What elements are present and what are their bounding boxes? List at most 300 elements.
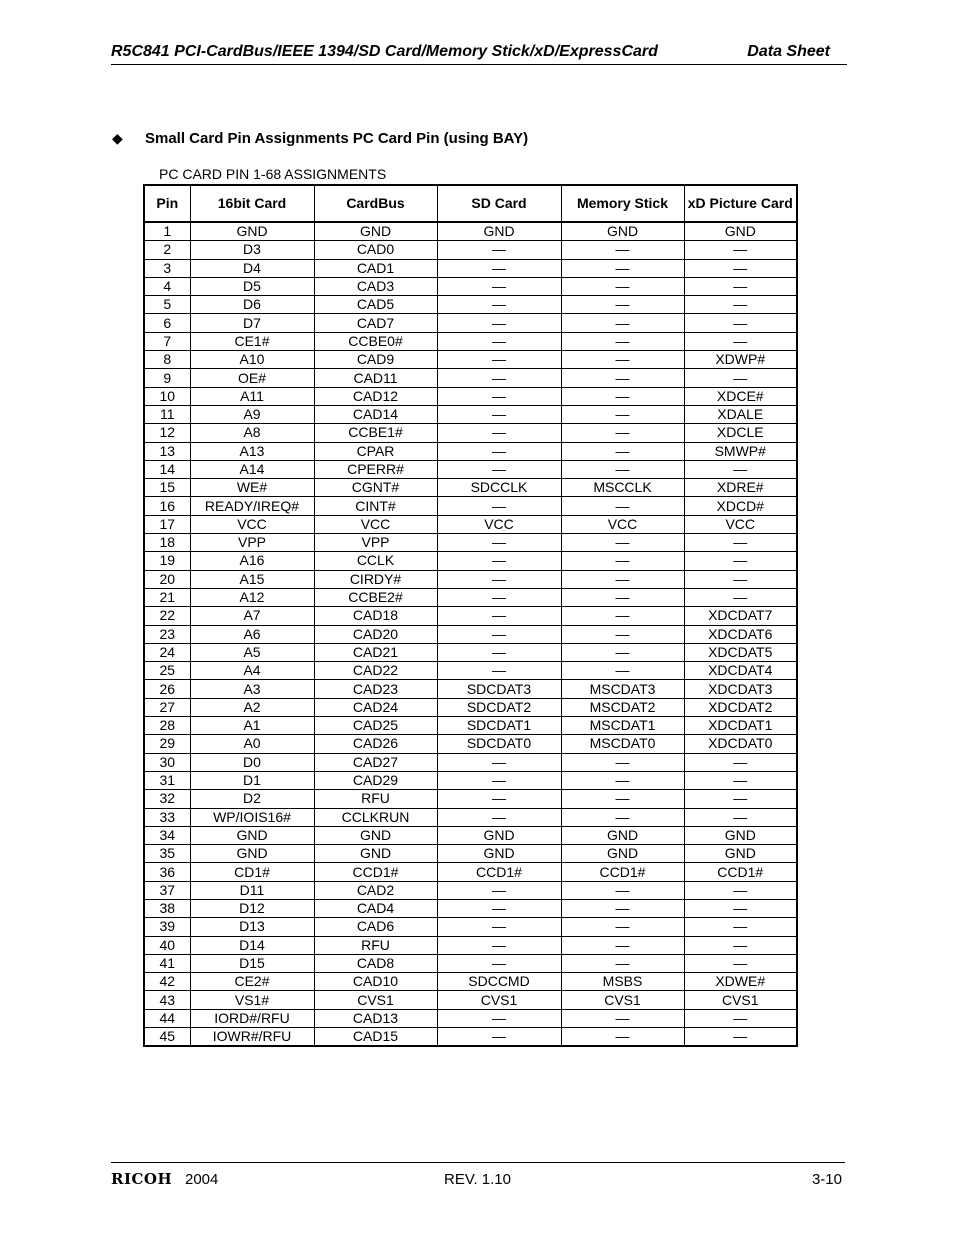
pin-assignment-table — [143, 184, 798, 1047]
table-cell: — — [561, 296, 684, 314]
table-cell: RFU — [314, 790, 437, 808]
table-cell: — — [437, 936, 561, 954]
table-row — [144, 552, 797, 570]
table-cell: — — [684, 241, 797, 259]
table-cell: GND — [561, 845, 684, 863]
table-cell: CPERR# — [314, 460, 437, 478]
table-cell: SMWP# — [684, 442, 797, 460]
table-cell: A11 — [190, 387, 314, 405]
table-cell: A5 — [190, 643, 314, 661]
table-cell: — — [561, 954, 684, 972]
table-row — [144, 296, 797, 314]
table-row — [144, 899, 797, 917]
table-cell: — — [437, 570, 561, 588]
table-cell: — — [561, 808, 684, 826]
table-cell: XDCDAT3 — [684, 680, 797, 698]
table-row — [144, 1009, 797, 1027]
table-cell: D14 — [190, 936, 314, 954]
table-cell: CIRDY# — [314, 570, 437, 588]
page-header — [111, 43, 847, 65]
table-cell: OE# — [190, 369, 314, 387]
table-cell: CVS1 — [437, 991, 561, 1009]
table-cell: A7 — [190, 607, 314, 625]
table-cell: 29 — [144, 735, 190, 753]
table-row — [144, 771, 797, 789]
table-cell: GND — [684, 222, 797, 241]
table-cell: XDRE# — [684, 479, 797, 497]
column-header-xd-picture-card: xD Picture Card — [684, 185, 797, 222]
table-cell: WP/IOIS16# — [190, 808, 314, 826]
table-cell: CCD1# — [314, 863, 437, 881]
table-cell: 22 — [144, 607, 190, 625]
table-cell: GND — [314, 222, 437, 241]
table-cell: D11 — [190, 881, 314, 899]
table-body — [144, 222, 797, 1046]
document-title: R5C841 PCI-CardBus/IEEE 1394/SD Card/Memory Stick/xD/ExpressCard — [111, 43, 658, 60]
table-cell: — — [561, 424, 684, 442]
table-cell: — — [684, 771, 797, 789]
table-cell: — — [561, 387, 684, 405]
table-cell: MSCDAT3 — [561, 680, 684, 698]
table-cell: CAD13 — [314, 1009, 437, 1027]
table-cell: CCBE0# — [314, 332, 437, 350]
table-row — [144, 387, 797, 405]
table-cell: — — [684, 881, 797, 899]
table-cell: CPAR — [314, 442, 437, 460]
table-cell: GND — [684, 845, 797, 863]
table-cell: D0 — [190, 753, 314, 771]
table-cell: GND — [437, 826, 561, 844]
table-cell: CCD1# — [437, 863, 561, 881]
table-cell: A12 — [190, 588, 314, 606]
table-cell: D3 — [190, 241, 314, 259]
table-cell: 6 — [144, 314, 190, 332]
table-cell: A3 — [190, 680, 314, 698]
table-cell: 17 — [144, 515, 190, 533]
table-cell: GND — [314, 826, 437, 844]
table-row — [144, 918, 797, 936]
table-cell: CAD20 — [314, 625, 437, 643]
table-cell: A4 — [190, 662, 314, 680]
table-cell: VCC — [437, 515, 561, 533]
table-cell: — — [684, 314, 797, 332]
table-cell: 32 — [144, 790, 190, 808]
table-cell: D6 — [190, 296, 314, 314]
table-cell: — — [437, 387, 561, 405]
table-row — [144, 790, 797, 808]
column-header-sd-card: SD Card — [437, 185, 561, 222]
table-cell: WE# — [190, 479, 314, 497]
table-row — [144, 534, 797, 552]
table-cell: — — [437, 497, 561, 515]
table-cell: — — [561, 259, 684, 277]
column-header-16bit-card: 16bit Card — [190, 185, 314, 222]
table-cell: GND — [437, 222, 561, 241]
table-cell: D1 — [190, 771, 314, 789]
table-cell: — — [561, 570, 684, 588]
table-cell: CAD3 — [314, 277, 437, 295]
table-cell: CVS1 — [684, 991, 797, 1009]
table-row — [144, 954, 797, 972]
table-row — [144, 314, 797, 332]
table-cell: CAD5 — [314, 296, 437, 314]
table-cell: READY/IREQ# — [190, 497, 314, 515]
table-row — [144, 460, 797, 478]
table-cell: — — [561, 662, 684, 680]
table-cell: — — [684, 808, 797, 826]
table-row — [144, 479, 797, 497]
table-cell: 21 — [144, 588, 190, 606]
table-cell: CCLKRUN — [314, 808, 437, 826]
table-cell: XDWP# — [684, 351, 797, 369]
table-cell: — — [561, 918, 684, 936]
table-cell: D13 — [190, 918, 314, 936]
table-cell: CE2# — [190, 973, 314, 991]
table-row — [144, 424, 797, 442]
table-cell: — — [437, 277, 561, 295]
table-cell: CCD1# — [561, 863, 684, 881]
table-cell: 35 — [144, 845, 190, 863]
table-cell: — — [684, 588, 797, 606]
table-cell: SDCDAT1 — [437, 717, 561, 735]
table-cell: — — [684, 936, 797, 954]
table-cell: A6 — [190, 625, 314, 643]
table-cell: SDCCMD — [437, 973, 561, 991]
table-cell: CAD14 — [314, 405, 437, 423]
table-cell: 41 — [144, 954, 190, 972]
table-cell: — — [684, 954, 797, 972]
table-cell: — — [561, 625, 684, 643]
table-cell: — — [437, 643, 561, 661]
table-cell: D5 — [190, 277, 314, 295]
table-cell: CCBE1# — [314, 424, 437, 442]
table-cell: XDALE — [684, 405, 797, 423]
table-cell: — — [561, 534, 684, 552]
table-cell: CAD0 — [314, 241, 437, 259]
table-cell: — — [684, 259, 797, 277]
table-cell: D12 — [190, 899, 314, 917]
table-cell: CAD25 — [314, 717, 437, 735]
table-cell: 42 — [144, 973, 190, 991]
table-row — [144, 698, 797, 716]
page-number: 3-10 — [811, 1171, 842, 1188]
table-cell: 4 — [144, 277, 190, 295]
table-cell: A13 — [190, 442, 314, 460]
table-cell: CINT# — [314, 497, 437, 515]
table-cell: 37 — [144, 881, 190, 899]
table-cell: VS1# — [190, 991, 314, 1009]
table-cell: — — [684, 552, 797, 570]
table-cell: XDWE# — [684, 973, 797, 991]
table-cell: — — [437, 753, 561, 771]
table-cell: GND — [561, 826, 684, 844]
table-cell: CE1# — [190, 332, 314, 350]
table-cell: GND — [190, 222, 314, 241]
table-cell: IORD#/RFU — [190, 1009, 314, 1027]
table-caption: PC CARD PIN 1-68 ASSIGNMENTS — [159, 166, 387, 182]
table-cell: A9 — [190, 405, 314, 423]
table-row — [144, 222, 797, 241]
table-row — [144, 369, 797, 387]
column-header-cardbus: CardBus — [314, 185, 437, 222]
table-cell: VCC — [561, 515, 684, 533]
table-cell: CGNT# — [314, 479, 437, 497]
table-cell: MSCDAT1 — [561, 717, 684, 735]
table-cell: — — [437, 662, 561, 680]
table-cell: CAD29 — [314, 771, 437, 789]
table-cell: CAD8 — [314, 954, 437, 972]
table-cell: 2 — [144, 241, 190, 259]
table-cell: 16 — [144, 497, 190, 515]
table-cell: GND — [684, 826, 797, 844]
table-cell: — — [437, 771, 561, 789]
table-cell: CAD4 — [314, 899, 437, 917]
table-cell: SDCDAT0 — [437, 735, 561, 753]
table-cell: CAD11 — [314, 369, 437, 387]
table-cell: 38 — [144, 899, 190, 917]
table-cell: — — [561, 460, 684, 478]
table-cell: VPP — [190, 534, 314, 552]
table-cell: CAD18 — [314, 607, 437, 625]
table-cell: 20 — [144, 570, 190, 588]
table-cell: — — [561, 1028, 684, 1047]
table-cell: — — [437, 460, 561, 478]
table-cell: 26 — [144, 680, 190, 698]
table-cell: A15 — [190, 570, 314, 588]
table-cell: IOWR#/RFU — [190, 1028, 314, 1047]
table-row — [144, 259, 797, 277]
table-cell: 23 — [144, 625, 190, 643]
table-row — [144, 405, 797, 423]
table-row — [144, 680, 797, 698]
table-cell: 40 — [144, 936, 190, 954]
document-type: Data Sheet — [747, 43, 830, 60]
table-cell: CAD27 — [314, 753, 437, 771]
table-row — [144, 826, 797, 844]
table-cell: — — [684, 570, 797, 588]
table-cell: — — [561, 790, 684, 808]
table-cell: 24 — [144, 643, 190, 661]
table-cell: — — [561, 588, 684, 606]
table-cell: — — [561, 881, 684, 899]
table-cell: 39 — [144, 918, 190, 936]
page-footer — [111, 1162, 845, 1191]
table-row — [144, 277, 797, 295]
table-cell: — — [437, 588, 561, 606]
table-cell: CCBE2# — [314, 588, 437, 606]
table-cell: A8 — [190, 424, 314, 442]
table-cell: XDCE# — [684, 387, 797, 405]
table-cell: XDCDAT4 — [684, 662, 797, 680]
table-cell: 34 — [144, 826, 190, 844]
table-cell: CAD2 — [314, 881, 437, 899]
table-cell: 9 — [144, 369, 190, 387]
section-title-text: Small Card Pin Assignments PC Card Pin (using BAY) — [145, 130, 529, 147]
table-row — [144, 607, 797, 625]
table-cell: — — [437, 442, 561, 460]
table-cell: 5 — [144, 296, 190, 314]
table-cell: — — [437, 424, 561, 442]
table-row — [144, 570, 797, 588]
table-cell: D7 — [190, 314, 314, 332]
table-cell: VCC — [684, 515, 797, 533]
table-cell: 3 — [144, 259, 190, 277]
table-cell: 7 — [144, 332, 190, 350]
table-cell: CAD21 — [314, 643, 437, 661]
table-cell: — — [437, 1009, 561, 1027]
table-cell: 44 — [144, 1009, 190, 1027]
table-cell: CCD1# — [684, 863, 797, 881]
table-cell: 33 — [144, 808, 190, 826]
table-cell: — — [561, 753, 684, 771]
table-cell: — — [437, 790, 561, 808]
table-cell: CAD26 — [314, 735, 437, 753]
table-cell: D15 — [190, 954, 314, 972]
table-row — [144, 973, 797, 991]
table-cell: — — [437, 405, 561, 423]
table-cell: A16 — [190, 552, 314, 570]
table-cell: — — [561, 1009, 684, 1027]
table-cell: CD1# — [190, 863, 314, 881]
table-cell: CAD6 — [314, 918, 437, 936]
table-header-row — [144, 185, 797, 222]
table-cell: — — [561, 405, 684, 423]
table-cell: 27 — [144, 698, 190, 716]
table-cell: VCC — [314, 515, 437, 533]
table-cell: 45 — [144, 1028, 190, 1047]
table-row — [144, 753, 797, 771]
table-cell: XDCDAT1 — [684, 717, 797, 735]
table-cell: — — [437, 534, 561, 552]
table-cell: 36 — [144, 863, 190, 881]
table-cell: XDCLE — [684, 424, 797, 442]
table-cell: 19 — [144, 552, 190, 570]
table-cell: 18 — [144, 534, 190, 552]
table-cell: GND — [561, 222, 684, 241]
table-cell: A14 — [190, 460, 314, 478]
table-cell: — — [437, 552, 561, 570]
table-cell: A0 — [190, 735, 314, 753]
table-cell: — — [561, 369, 684, 387]
ricoh-logo: RICOH — [111, 1170, 173, 1188]
table-cell: 15 — [144, 479, 190, 497]
table-cell: — — [561, 351, 684, 369]
table-cell: — — [684, 753, 797, 771]
table-cell: 25 — [144, 662, 190, 680]
table-cell: CAD10 — [314, 973, 437, 991]
table-cell: MSCDAT2 — [561, 698, 684, 716]
table-row — [144, 662, 797, 680]
table-cell: CCLK — [314, 552, 437, 570]
table-cell: — — [684, 369, 797, 387]
table-row — [144, 515, 797, 533]
table-row — [144, 808, 797, 826]
table-cell: — — [437, 241, 561, 259]
table-row — [144, 442, 797, 460]
table-cell: SDCCLK — [437, 479, 561, 497]
table-cell: — — [437, 899, 561, 917]
table-cell: D4 — [190, 259, 314, 277]
table-cell: CAD9 — [314, 351, 437, 369]
table-row — [144, 717, 797, 735]
table-cell: — — [684, 899, 797, 917]
table-cell: RFU — [314, 936, 437, 954]
table-row — [144, 588, 797, 606]
table-cell: CAD12 — [314, 387, 437, 405]
table-row — [144, 643, 797, 661]
table-cell: — — [561, 497, 684, 515]
table-cell: — — [437, 332, 561, 350]
table-cell: — — [684, 296, 797, 314]
table-cell: — — [561, 643, 684, 661]
table-cell: — — [561, 241, 684, 259]
table-row — [144, 332, 797, 350]
column-header-memory-stick: Memory Stick — [561, 185, 684, 222]
table-cell: — — [684, 1009, 797, 1027]
table-cell: — — [561, 899, 684, 917]
table-cell: CVS1 — [561, 991, 684, 1009]
column-header-pin: Pin — [144, 185, 190, 222]
table-row — [144, 351, 797, 369]
table-row — [144, 845, 797, 863]
table-cell: — — [437, 625, 561, 643]
table-cell: VCC — [190, 515, 314, 533]
table-cell: — — [684, 790, 797, 808]
table-cell: — — [437, 808, 561, 826]
table-cell: GND — [437, 845, 561, 863]
table-cell: CAD7 — [314, 314, 437, 332]
table-cell: SDCDAT3 — [437, 680, 561, 698]
table-cell: GND — [190, 845, 314, 863]
table-row — [144, 497, 797, 515]
table-cell: 14 — [144, 460, 190, 478]
table-cell: CAD24 — [314, 698, 437, 716]
table-cell: MSCCLK — [561, 479, 684, 497]
table-row — [144, 863, 797, 881]
table-cell: D2 — [190, 790, 314, 808]
table-row — [144, 241, 797, 259]
table-cell: CAD23 — [314, 680, 437, 698]
table-row — [144, 881, 797, 899]
table-cell: — — [684, 332, 797, 350]
table-cell: — — [437, 296, 561, 314]
table-cell: — — [561, 552, 684, 570]
table-cell: GND — [190, 826, 314, 844]
table-cell: — — [437, 314, 561, 332]
table-row — [144, 991, 797, 1009]
table-cell: GND — [314, 845, 437, 863]
table-cell: — — [561, 936, 684, 954]
table-cell: — — [437, 1028, 561, 1047]
table-cell: CVS1 — [314, 991, 437, 1009]
table-cell: XDCDAT0 — [684, 735, 797, 753]
table-cell: 30 — [144, 753, 190, 771]
table-cell: XDCDAT7 — [684, 607, 797, 625]
table-cell: SDCDAT2 — [437, 698, 561, 716]
table-cell: — — [684, 460, 797, 478]
table-cell: 8 — [144, 351, 190, 369]
table-cell: 1 — [144, 222, 190, 241]
table-cell: — — [561, 332, 684, 350]
table-cell: A10 — [190, 351, 314, 369]
table-row — [144, 735, 797, 753]
footer-revision: REV. 1.10 — [444, 1171, 511, 1188]
table-cell: — — [561, 277, 684, 295]
table-cell: 43 — [144, 991, 190, 1009]
table-cell: A1 — [190, 717, 314, 735]
table-cell: 11 — [144, 405, 190, 423]
table-cell: — — [437, 881, 561, 899]
